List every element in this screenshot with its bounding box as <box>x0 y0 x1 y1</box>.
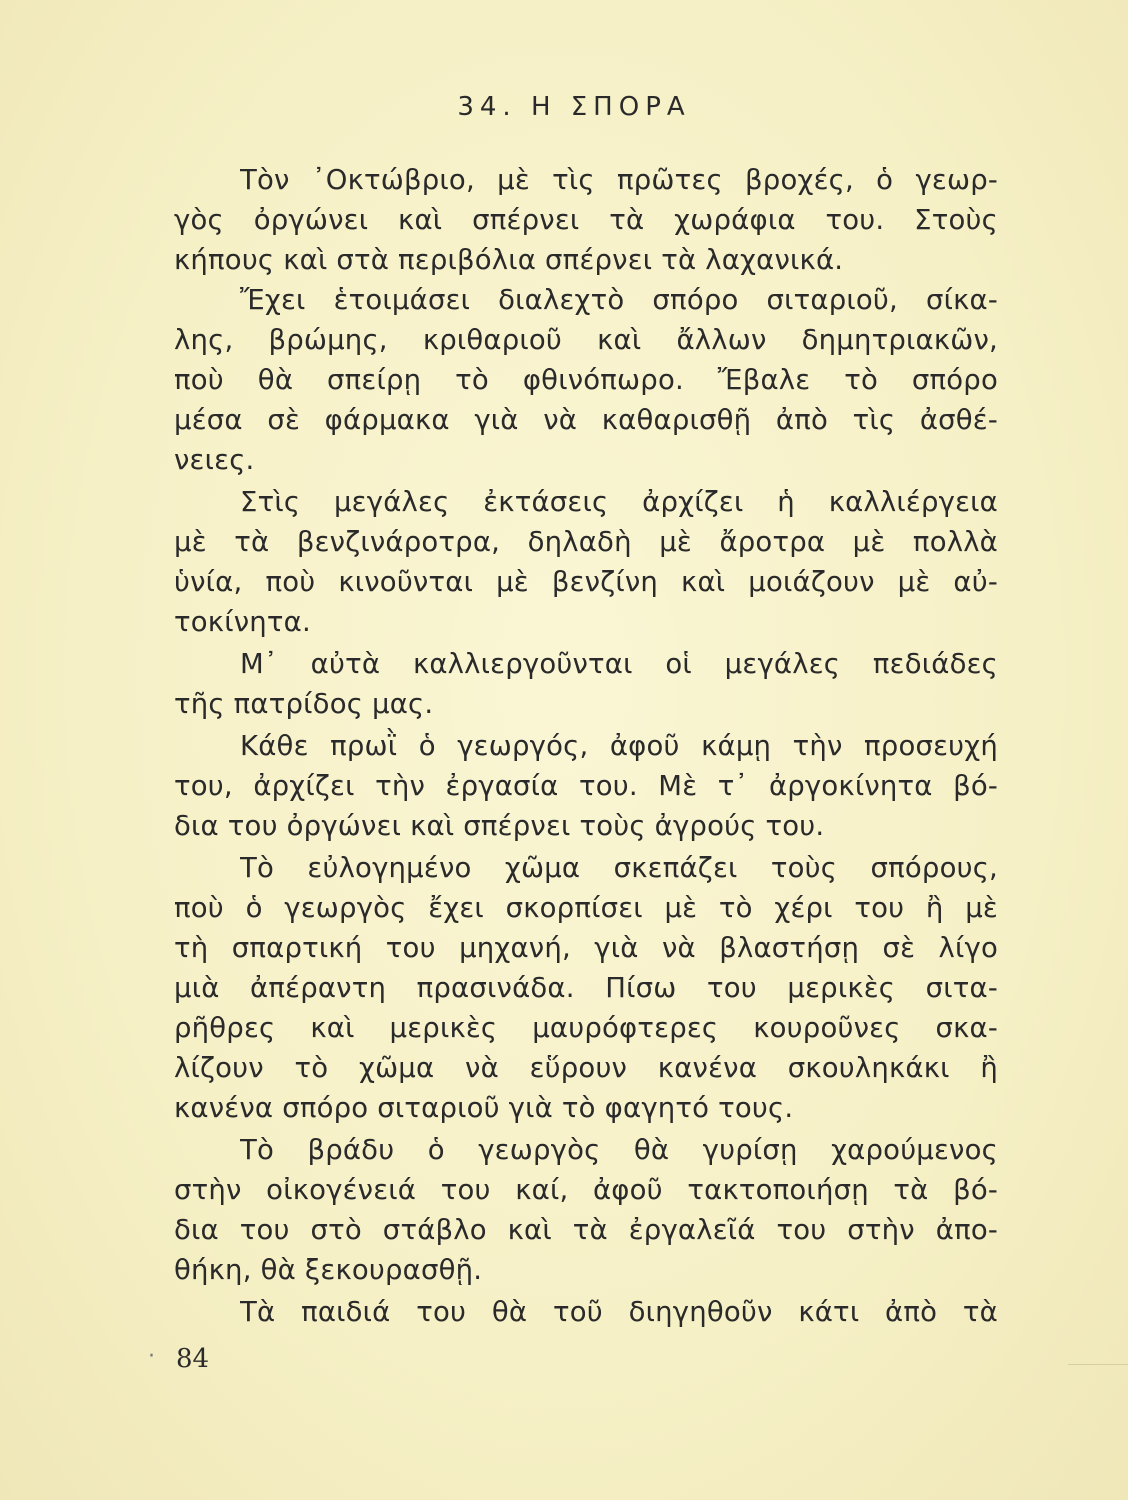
text-line: θήκη, θὰ ξεκουρασθῇ. <box>174 1254 483 1286</box>
text-line: Τὸ βράδυ ὁ γεωργὸς θὰ γυρίσῃ χαρούμενος <box>240 1134 998 1166</box>
text-line: ρῆθρες καὶ μερικὲς μαυρόφτερες κουροῦνες σκα- <box>174 1012 998 1044</box>
text-line: του, ἀρχίζει τὴν ἐργασία του. Μὲ τ᾿ ἀργοκίνητα βό- <box>174 770 998 802</box>
chapter-title: 34. Η ΣΠΟΡΑ <box>457 92 691 122</box>
text-line: Μ᾿ αὐτὰ καλλιεργοῦνται οἱ μεγάλες πεδιάδες <box>240 648 998 680</box>
text-line: Τὸ εὐλογημένο χῶμα σκεπάζει τοὺς σπόρους, <box>240 852 998 884</box>
text-line: μὲ τὰ βενζινάροτρα, δηλαδὴ μὲ ἄροτρα μὲ πολλὰ <box>174 526 998 558</box>
text-line: τῆς πατρίδος μας. <box>174 688 434 720</box>
page-number: 84 <box>176 1344 210 1374</box>
text-line: νειες. <box>174 444 255 476</box>
text-line: Τὰ παιδιά του θὰ τοῦ διηγηθοῦν κάτι ἀπὸ τὰ <box>240 1296 998 1328</box>
text-line: τὴ σπαρτική του μηχανή, γιὰ νὰ βλαστήσῃ σὲ λίγο <box>174 932 998 964</box>
text-line: κανένα σπόρο σιταριοῦ γιὰ τὸ φαγητό τους. <box>174 1092 794 1124</box>
text-line: δια του στὸ στάβλο καὶ τὰ ἐργαλεῖά του στὴν ἀπο- <box>174 1214 998 1246</box>
text-line: ποὺ θὰ σπείρῃ τὸ φθινόπωρο. Ἔβαλε τὸ σπόρο <box>174 364 998 396</box>
text-line: λης, βρώμης, κριθαριοῦ καὶ ἄλλων δημητριακῶν, <box>174 324 998 356</box>
margin-mark: · <box>148 1344 155 1369</box>
text-line: ὑνία, ποὺ κινοῦνται μὲ βενζίνη καὶ μοιάζουν μὲ αὐ- <box>174 566 998 598</box>
text-line: Κάθε πρωῒ ὁ γεωργός, ἀφοῦ κάμῃ τὴν προσευχή <box>240 730 998 762</box>
text-line: κήπους καὶ στὰ περιβόλια σπέρνει τὰ λαχανικά. <box>174 244 844 276</box>
text-line: ποὺ ὁ γεωργὸς ἔχει σκορπίσει μὲ τὸ χέρι του ἢ μὲ <box>174 892 998 924</box>
text-line: γὸς ὀργώνει καὶ σπέρνει τὰ χωράφια του. Στοὺς <box>174 204 998 236</box>
text-line: τοκίνητα. <box>174 606 311 638</box>
text-line: λίζουν τὸ χῶμα νὰ εὕρουν κανένα σκουληκάκι ἢ <box>174 1052 998 1084</box>
text-line: Ἔχει ἑτοιμάσει διαλεχτὸ σπόρο σιταριοῦ, σίκα- <box>240 284 998 316</box>
text-line: Στὶς μεγάλες ἐκτάσεις ἀρχίζει ἡ καλλιέργεια <box>240 486 998 518</box>
edge-rule <box>1068 1364 1128 1365</box>
text-line: στὴν οἰκογένειά του καί, ἀφοῦ τακτοποιήσῃ τὰ βό- <box>174 1174 998 1206</box>
text-line: μιὰ ἀπέραντη πρασινάδα. Πίσω του μερικὲς σιτα- <box>174 972 998 1004</box>
text-line: Τὸν ᾿Οκτώβριο, μὲ τὶς πρῶτες βροχές, ὁ γεωρ- <box>240 164 998 196</box>
text-line: μέσα σὲ φάρμακα γιὰ νὰ καθαρισθῇ ἀπὸ τὶς ἀσθέ- <box>174 404 998 436</box>
text-line: δια του ὀργώνει καὶ σπέρνει τοὺς ἀγρούς του. <box>174 810 825 842</box>
